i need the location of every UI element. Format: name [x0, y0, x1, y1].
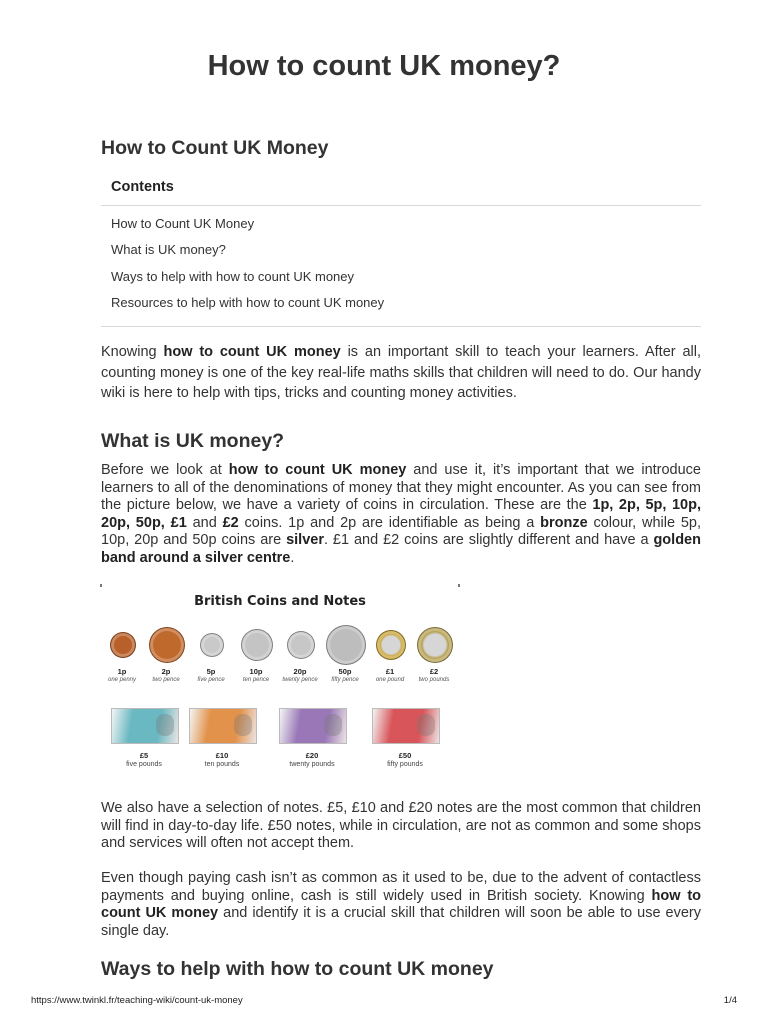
coin-1p-icon: [110, 632, 136, 658]
banknote-20-icon: [279, 708, 347, 744]
note-label: £50: [398, 751, 412, 760]
coin-label: 10p: [249, 667, 263, 676]
banknote-5-icon: [111, 708, 179, 744]
coin-name: twenty pence: [282, 677, 318, 683]
toc-link-ways-to-help[interactable]: Ways to help with how to count UK money: [111, 268, 355, 284]
coin-pound-1-icon: [376, 630, 406, 660]
coin-name: two pounds: [418, 677, 450, 683]
banknote-10-icon: [189, 708, 257, 744]
footer-url: https://www.twinkl.fr/teaching-wiki/count-uk-money: [31, 995, 243, 1006]
coin-label: £1: [385, 667, 395, 676]
toc-link-resources[interactable]: Resources to help with how to count UK money: [111, 295, 385, 311]
british-coins-notes-figure: [100, 584, 460, 776]
note-label: £10: [215, 751, 229, 760]
toc-list: [101, 206, 701, 326]
cash-paragraph: Even though paying cash isn’t as common as it used to be, due to the advent of contactless payments and buying online, cash is still widely used in British society. Knowing how to count UK money and identify it is a crucial skill that children will soon be able to use every single day.: [101, 870, 702, 939]
figure-corner-mark: [100, 584, 102, 587]
coin-50p-icon: [326, 625, 366, 665]
coin-2p-icon: [149, 627, 185, 663]
section-heading-what-is-uk-money: What is UK money?: [101, 430, 285, 452]
queen-portrait-icon: [156, 714, 174, 736]
toc-divider-bottom: [101, 326, 701, 327]
coin-label: 5p: [206, 667, 216, 676]
coin-10p-icon: [241, 629, 273, 661]
note-label: £20: [305, 751, 319, 760]
coin-20p-icon: [287, 631, 315, 659]
queen-portrait-icon: [234, 714, 252, 736]
toc-link-how-to-count[interactable]: How to Count UK Money: [111, 216, 255, 231]
coin-5p-icon: [200, 633, 224, 657]
page-title: How to count UK money?: [207, 50, 561, 82]
note-name: five pounds: [126, 761, 162, 768]
coin-label: 1p: [117, 667, 127, 676]
what-is-uk-money-paragraph: Before we look at how to count UK money and use it, it’s important that we introduce learners to all of the denominations of money that they might encounter. As you can see from the picture below, we have a variety of coins in circulation. These are the 1p, 2p, 5p, 10p, 20p, 50p, £1 and £2 coins. 1p and 2p are identifiable as being a bronze colour, while 5p, 10p, 20p and 50p coins are silver. £1 and £2 coins are slightly different and have a golden band around a silver centre.: [101, 462, 702, 566]
note-name: twenty pounds: [289, 761, 335, 768]
coin-label: 20p: [293, 667, 307, 676]
toc-link-what-is-uk-money[interactable]: What is UK money?: [111, 242, 226, 258]
coin-label: £2: [429, 667, 439, 676]
coin-label: 50p: [338, 667, 352, 676]
table-of-contents: [101, 170, 701, 327]
note-label: £5: [139, 751, 149, 760]
coin-name: two pence: [152, 677, 180, 683]
queen-portrait-icon: [324, 714, 342, 736]
figure-title: British Coins and Notes: [194, 594, 366, 609]
coin-name: ten pence: [242, 677, 270, 683]
intro-paragraph: Knowing how to count UK money is an important skill to teach your learners. After all, counting money is one of the key real-life maths skills that children will need to do. Our handy wiki is here to help with tips, tricks and counting money activities.: [101, 344, 701, 401]
coin-pound-2-icon: [417, 627, 453, 663]
footer-page-number: 1/4: [723, 995, 737, 1006]
coin-name: five pence: [197, 677, 225, 683]
queen-portrait-icon: [417, 714, 435, 736]
banknote-50-icon: [372, 708, 440, 744]
section-heading-how-to-count: How to Count UK Money: [101, 137, 329, 159]
coin-name: one penny: [107, 677, 137, 683]
figure-corner-mark: [458, 584, 460, 587]
coin-label: 2p: [161, 667, 171, 676]
coin-name: one pound: [375, 677, 405, 683]
note-name: fifty pounds: [387, 761, 423, 768]
section-heading-ways-to-help: Ways to help with how to count UK money: [101, 958, 494, 980]
notes-paragraph: We also have a selection of notes. £5, £10 and £20 notes are the most common that children will find in day-to-day life. £50 notes, while in circulation, are not as common and some shops and services will often not accept them.: [101, 800, 701, 851]
toc-title: Contents: [111, 179, 174, 195]
note-name: ten pounds: [204, 761, 240, 768]
coin-name: fifty pence: [331, 677, 359, 683]
